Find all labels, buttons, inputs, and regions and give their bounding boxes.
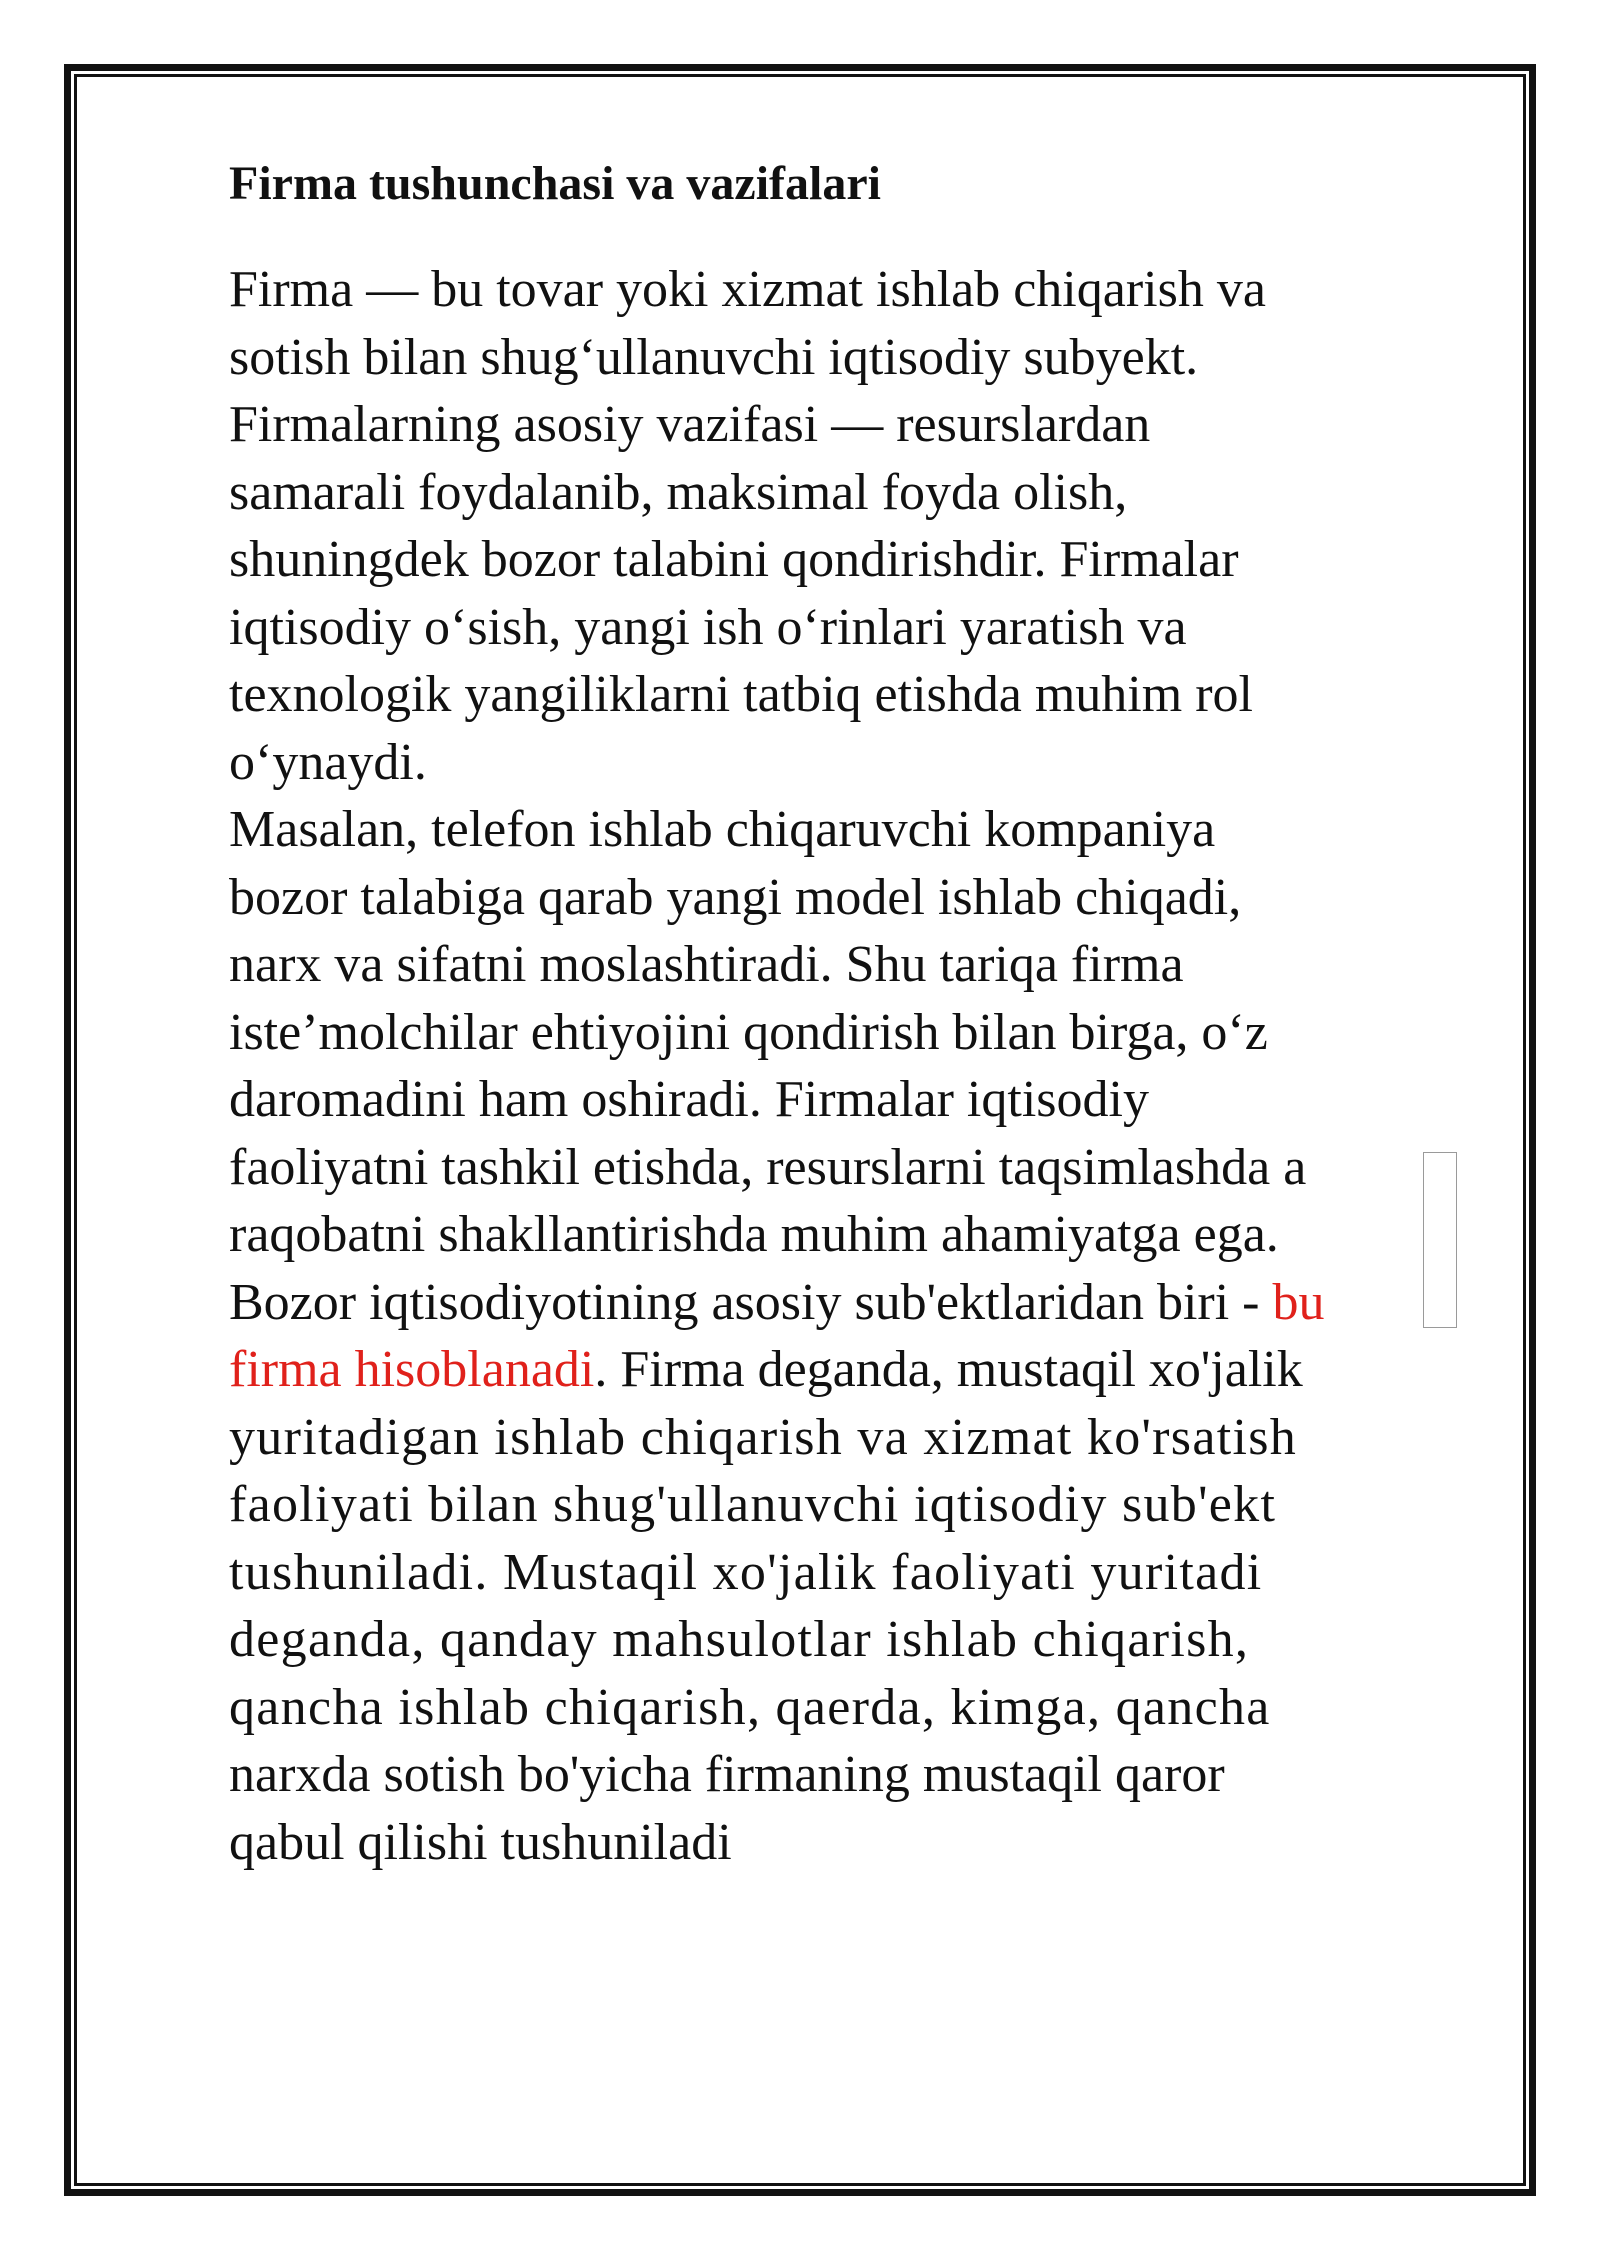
text-line: narxda sotish bo'yicha firmaning mustaqil qaror [229, 1746, 1225, 1803]
text-line: tushuniladi. Mustaqil xo'jalik faoliyati yuritadi [229, 1543, 1263, 1601]
text-line: iqtisodiy o‘sish, yangi ish o‘rinlari yaratish va [229, 598, 1187, 656]
text-fragment: Bozor iqtisodiyotining asosiy sub'ektlaridan biri - [229, 1273, 1273, 1331]
document-body[interactable] [229, 150, 1499, 1876]
text-line: deganda, qanday mahsulotlar ishlab chiqarish, [229, 1611, 1250, 1668]
paragraph-market-economy [229, 1269, 1499, 1877]
text-line: yuritadigan ishlab chiqarish va xizmat ko'rsatish [229, 1408, 1298, 1466]
highlighted-text: bu [1272, 1273, 1325, 1331]
text-line: faoliyatni tashkil etishda, resurslarni taqsimlashda a [229, 1138, 1307, 1196]
text-line: daromadini ham oshiradi. Firmalar iqtisodiy [229, 1071, 1149, 1128]
text-line: Firma — bu tovar yoki xizmat ishlab chiqarish va [229, 261, 1266, 318]
text-line: faoliyati bilan shug'ullanuvchi iqtisodiy sub'ekt [229, 1476, 1277, 1533]
text-line: qancha ishlab chiqarish, qaerda, kimga, qancha [229, 1678, 1271, 1736]
text-cursor-box[interactable] [1423, 1152, 1457, 1328]
text-line: o‘ynaydi. [229, 733, 427, 791]
text-line: texnologik yangiliklarni tatbiq etishda muhim rol [229, 666, 1253, 723]
text-line: samarali foydalanib, maksimal foyda olish, [229, 463, 1128, 521]
text-line [229, 1336, 1499, 1404]
text-line [229, 1269, 1499, 1337]
paragraph-definition [229, 256, 1499, 796]
document-heading: Firma tushunchasi va vazifalari [229, 157, 882, 210]
text-line: Masalan, telefon ishlab chiqaruvchi kompaniya [229, 801, 1216, 858]
text-line: bozor talabiga qarab yangi model ishlab chiqadi, [229, 868, 1242, 926]
text-line: sotish bilan shug‘ullanuvchi iqtisodiy subyekt. [229, 328, 1199, 386]
text-line: qabul qilishi tushuniladi [229, 1813, 732, 1871]
text-line: narx va sifatni moslashtiradi. Shu tariqa firma [229, 936, 1184, 993]
highlighted-text: firma hisoblanadi [229, 1341, 595, 1398]
text-line: shuningdek bozor talabini qondirishdir. Firmalar [229, 531, 1239, 588]
text-line: raqobatni shakllantirishda muhim ahamiyatga ega. [229, 1206, 1279, 1263]
paragraph-example [229, 796, 1499, 1269]
text-line: iste’molchilar ehtiyojini qondirish bilan birga, o‘z [229, 1003, 1268, 1061]
text-line: Firmalarning asosiy vazifasi — resurslardan [229, 396, 1151, 453]
text-fragment: . Firma deganda, mustaqil xo'jalik [594, 1341, 1303, 1398]
